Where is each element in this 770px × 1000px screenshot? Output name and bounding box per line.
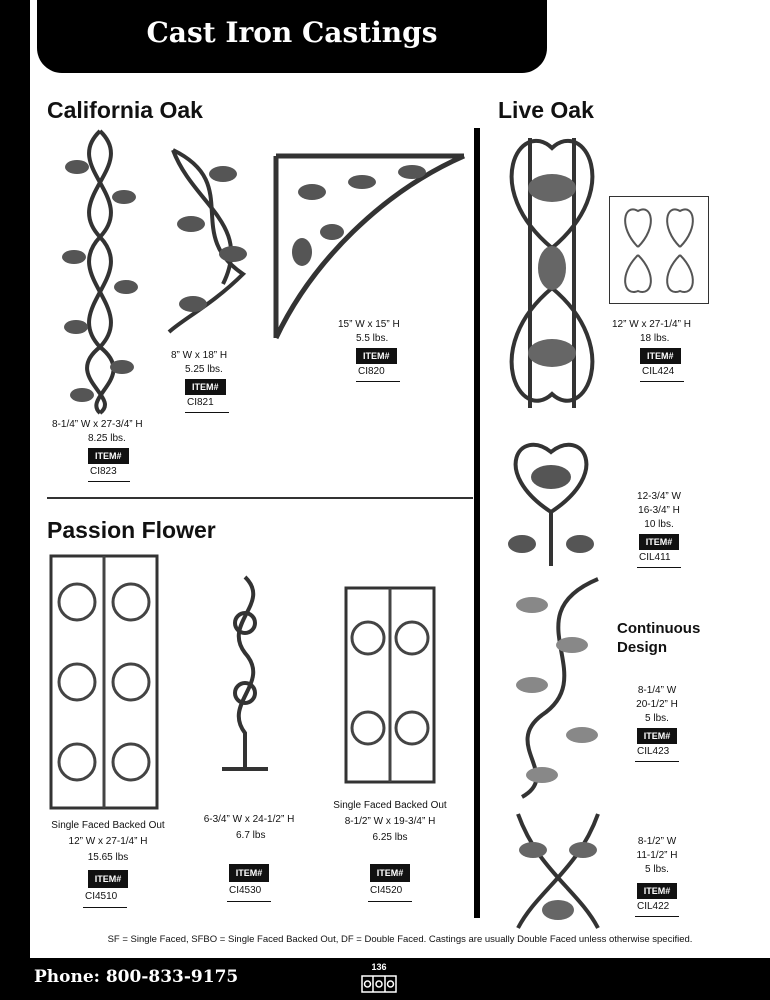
item-badge: ITEM# (637, 728, 678, 744)
item-badge: ITEM# (185, 379, 226, 395)
item-code: CI4510 (83, 888, 127, 908)
item-badge: ITEM# (356, 348, 397, 364)
item-code: CIL424 (640, 364, 684, 382)
item-badge: ITEM# (88, 870, 129, 888)
spec-dims: 8-1/2” W (637, 836, 677, 847)
spec-weight: 5 lbs. (645, 713, 669, 724)
spec-cil423 (614, 684, 700, 762)
item-badge: ITEM# (640, 348, 681, 364)
footnote: SF = Single Faced, SFBO = Single Faced Backed Out, DF = Double Faced. Castings are usually Double Faced unless otherwise specified. (107, 934, 693, 945)
spec-dims: 12” W x 27-1/4” H (68, 836, 148, 847)
spec-cil411 (614, 490, 704, 568)
spec-weight: 8.25 lbs. (88, 433, 126, 444)
spec-cil424 (612, 318, 712, 382)
spec-ci4520 (330, 798, 450, 902)
item-badge: ITEM# (637, 883, 678, 899)
spec-dims-2: 11-1/2” H (636, 850, 678, 861)
spec-ci4530 (194, 812, 304, 902)
section-title-passion-flower: Passion Flower (47, 517, 216, 543)
spec-ci820 (338, 318, 428, 382)
spec-weight: 6.25 lbs (372, 832, 408, 843)
spec-note: Single Faced Backed Out (333, 800, 447, 811)
spec-weight: 5.5 lbs. (356, 333, 389, 344)
vertical-divider (474, 128, 480, 918)
spec-weight: 5.25 lbs. (185, 364, 223, 375)
spec-weight: 15.65 lbs (87, 852, 129, 863)
spec-dims: 12” W x 27-1/4” H (612, 319, 691, 330)
spec-dims: 8-1/4” W x 27-3/4” H (52, 419, 143, 430)
railing-icon (361, 975, 397, 997)
horizontal-divider (47, 497, 473, 499)
spec-dims: 15” W x 15” H (338, 319, 400, 330)
item-code: CIL422 (635, 899, 679, 917)
spec-dims-2: 20-1/2” H (636, 699, 678, 710)
spec-ci821 (171, 349, 261, 413)
casting-image-ci4510 (47, 552, 161, 812)
casting-image-cil423 (502, 575, 608, 801)
item-code: CI4530 (227, 882, 271, 902)
section-title-california-oak: California Oak (47, 97, 203, 123)
item-code: CI820 (356, 364, 400, 382)
casting-image-cil422 (508, 810, 608, 932)
casting-image-ci4530 (212, 573, 278, 773)
casting-detail-frame (609, 196, 709, 304)
item-badge: ITEM# (370, 864, 411, 882)
spec-dims-2: 16-3/4” H (638, 505, 680, 516)
spec-cil422 (614, 835, 700, 917)
casting-image-ci820 (272, 152, 468, 340)
section-title-continuous-design: Continuous Design (617, 620, 701, 656)
item-badge: ITEM# (639, 534, 680, 550)
spec-dims: 12-3/4” W (637, 491, 681, 502)
casting-image-cil424 (490, 128, 614, 414)
casting-image-ci4520 (342, 578, 438, 786)
page-title: Cast Iron Castings (146, 16, 438, 49)
spec-dims: 8” W x 18” H (171, 350, 228, 361)
item-code: CIL411 (637, 550, 681, 568)
spec-weight: 18 lbs. (640, 333, 670, 344)
page-number: 136 (371, 962, 387, 972)
spec-dims: 6-3/4” W x 24-1/2” H (203, 814, 295, 825)
section-title-live-oak: Live Oak (498, 97, 594, 123)
spec-weight: 5 lbs. (645, 864, 669, 875)
spec-note: Single Faced Backed Out (51, 820, 165, 831)
item-code: CI823 (88, 464, 130, 482)
item-code: CI821 (185, 395, 229, 413)
casting-image-cil411 (500, 432, 602, 570)
spec-weight: 6.7 lbs (236, 830, 266, 841)
phone-number: Phone: 800-833-9175 (34, 967, 239, 987)
casting-image-ci823 (52, 127, 148, 415)
spec-ci823 (52, 418, 172, 482)
spec-dims: 8-1/2” W x 19-3/4” H (344, 816, 436, 827)
spec-weight: 10 lbs. (644, 519, 674, 530)
spec-dims: 8-1/4” W (637, 685, 677, 696)
spec-ci4510 (46, 818, 170, 908)
item-code: CIL423 (635, 744, 679, 762)
item-badge: ITEM# (229, 864, 270, 882)
header-tab (34, 0, 550, 76)
item-code: CI4520 (368, 882, 412, 902)
casting-image-ci821 (163, 144, 259, 336)
item-badge: ITEM# (88, 448, 129, 464)
